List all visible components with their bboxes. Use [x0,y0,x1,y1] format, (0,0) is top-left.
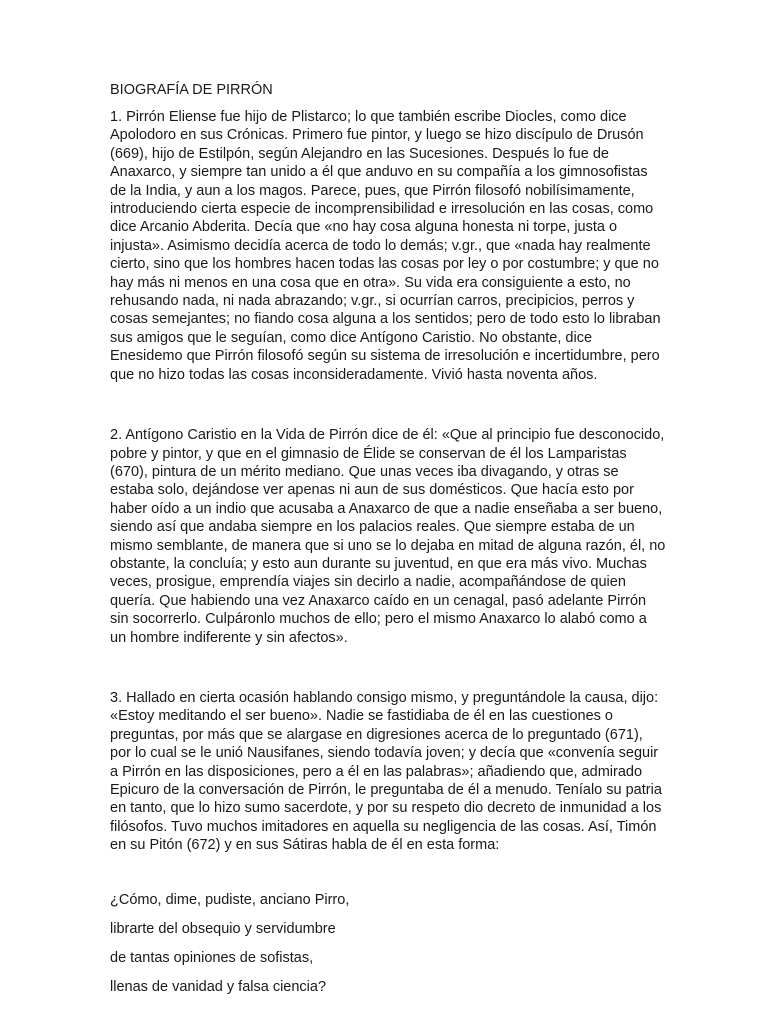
verse-line-1: ¿Cómo, dime, pudiste, anciano Pirro, [110,891,350,908]
document-title: BIOGRAFÍA DE PIRRÓN [110,82,273,98]
verse-line-2: librarte del obsequio y servidumbre [110,920,336,937]
paragraph-2: 2. Antígono Caristio en la Vida de Pirrón dice de él: «Que al principio fue desconocido, pobre y pintor, y que en el gimnasio de Élide se conservan de él los Lamparistas (670), pintura de un mérito mediano. Que unas veces iba divagando, y otras se estaba solo, dejándose ver apenas ni aun de sus domésticos. Que hacía esto por haber oído a un indio que acusaba a Anaxarco de que a nadie enseñaba a ser bueno, siendo así que andaba siempre en los palacios reales. Que siempre estaba de un mismo semblante, de manera que si uno se lo dejaba en mitad de alguna razón, él, no obstante, la concluía; y esto aun durante su juventud, en que era más vivo. Muchas veces, prosigue, emprendía viajes sin decirlo a nadie, acompañándose de quien quería. Que habiendo una vez Anaxarco caído en un cenagal, pasó adelante Pirrón sin socorrerlo. Culpáronlo muchos de ello; pero el mismo Anaxarco lo alabó como a un hombre indiferente y sin afectos». [110,427,666,646]
paragraph-3: 3. Hallado en cierta ocasión hablando consigo mismo, y preguntándole la causa, dijo: «Estoy meditando el ser bueno». Nadie se fastidiaba de él en las cuestiones o preguntas, por más que se alargase en digresiones acerca de lo preguntado (671), por lo cual se le unió Nausifanes, siendo todavía joven; y decía que «convenía seguir a Pirrón en las disposiciones, pero a él en las palabras»; añadiendo que, admirado Epicuro de la conversación de Pirrón, le preguntaba de él a menudo. Teníalo su patria en tanto, que lo hizo sumo sacerdote, y por su respeto dio decreto de inmunidad a los filósofos. Tuvo muchos imitadores en aquella su negligencia de las cosas. Así, Timón en su Pitón (672) y en sus Sátiras habla de él en esta forma: [110,689,662,854]
document-page [110,81,666,1007]
verse-line-3: de tantas opiniones de sofistas, [110,949,314,966]
verse-block [110,891,666,996]
verse-line-4: llenas de vanidad y falsa ciencia? [110,978,327,995]
paragraph-1: 1. Pirrón Eliense fue hijo de Plistarco; lo que también escribe Diocles, como dice Apolodoro en sus Crónicas. Primero fue pintor, y luego se hizo discípulo de Drusón (669), hijo de Estilpón, según Alejandro en las Sucesiones. Después lo fue de Anaxarco, y siempre tan unido a él que anduvo en su compañía a los gimnosofistas de la India, y aun a los magos. Parece, pues, que Pirrón filosofó nobilísimamente, introduciendo cierta especie de incomprensibilidad e irresolución en las cosas, como dice Arcanio Abderita. Decía que «no hay cosa alguna honesta ni torpe, justa o injusta». Asimismo decidía acerca de todo lo demás; v.gr., que «nada hay realmente cierto, sino que los hombres hacen todas las cosas por ley o por costumbre; y que no hay más ni menos en una cosa que en otra». Su vida era consiguiente a esto, no rehusando nada, ni nada abrazando; v.gr., si ocurrían carros, precipicios, perros y cosas semejantes; no fiando cosa alguna a los sentidos; pero de todo esto lo libraban sus amigos que le seguían, como dice Antígono Caristio. No obstante, dice Enesidemo que Pirrón filosofó según su sistema de irresolución e incertidumbre, pero que no hizo todas las cosas inconsideradamente. Vivió hasta noventa años. [110,109,661,383]
